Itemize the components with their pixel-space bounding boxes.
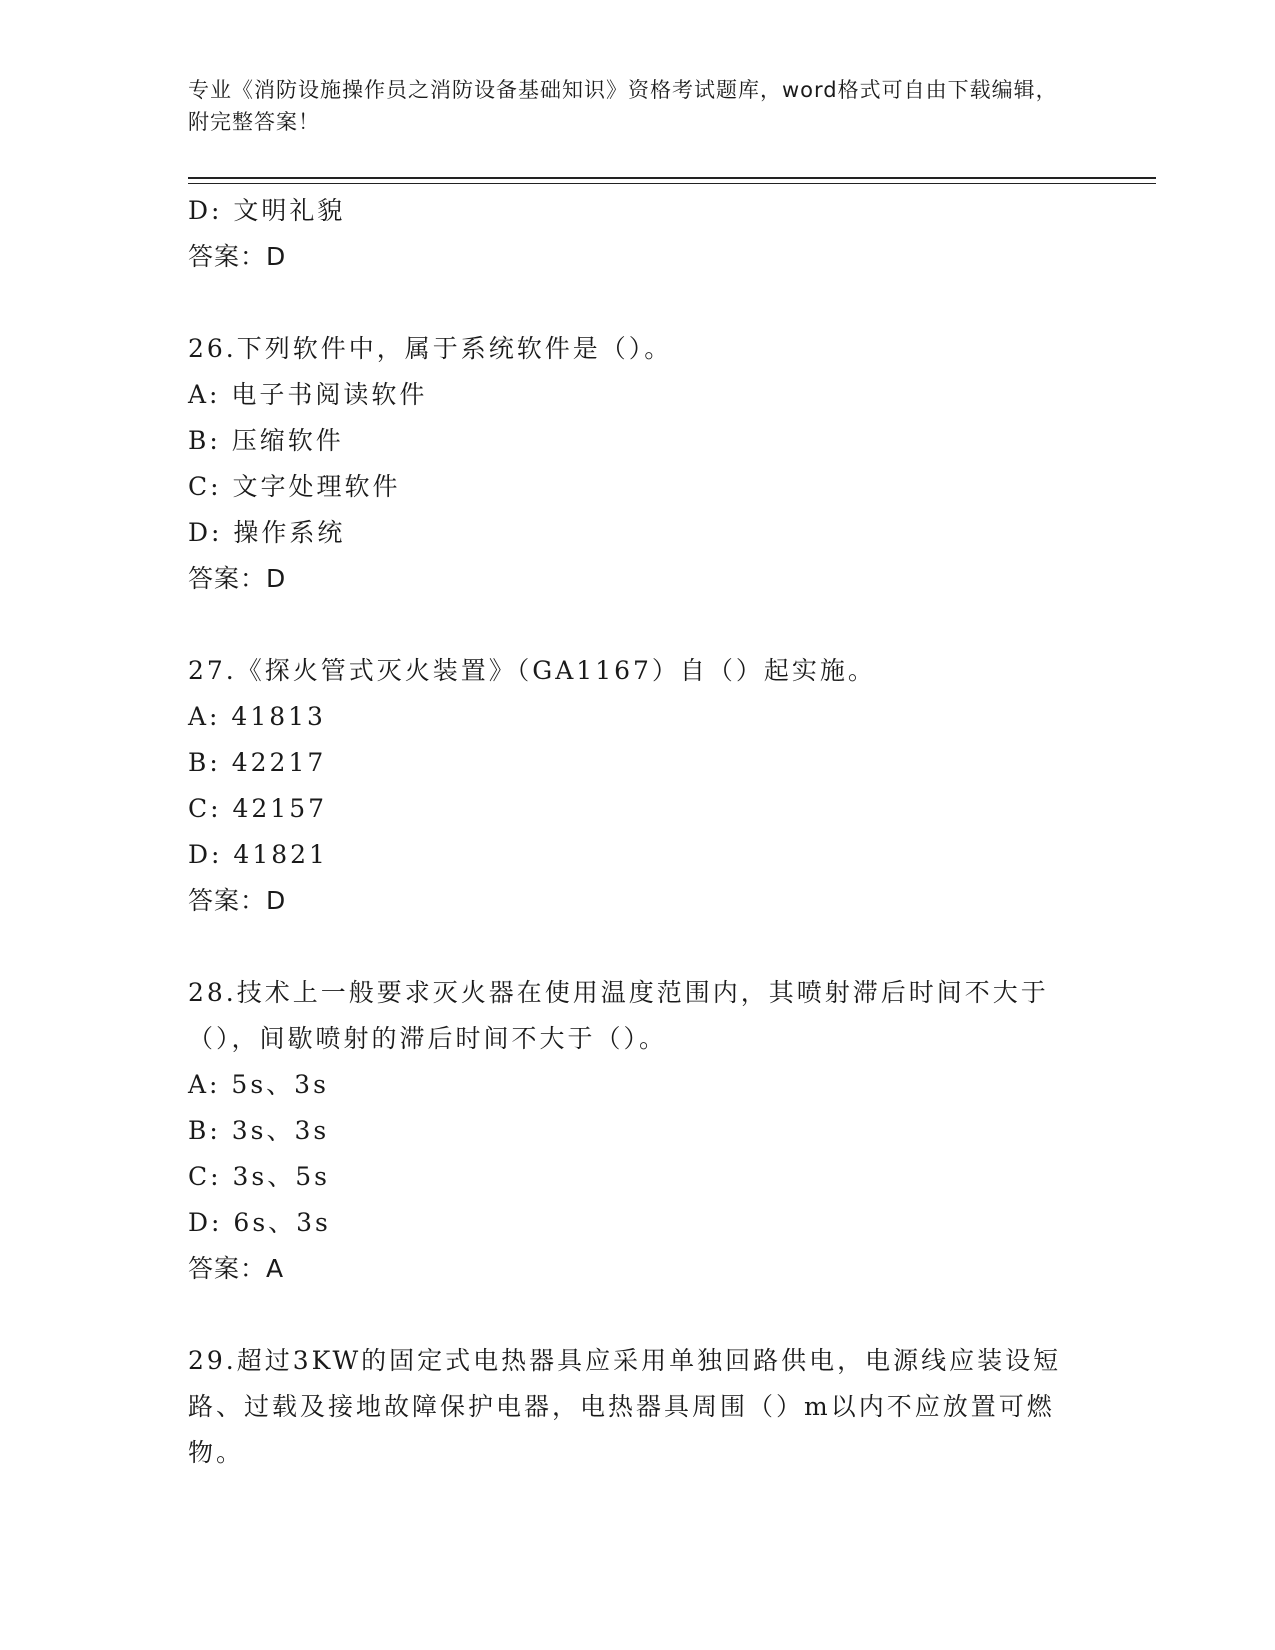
question-stem: 27.《探火管式灭火装置》（GA1167）自（）起实施。 [188, 656, 876, 685]
question-stem: 29.超过3KW的固定式电热器具应采用单独回路供电，电源线应装设短路、过载及接地故障保护电器，电热器具周围（）m以内不应放置可燃物。 [188, 1346, 1062, 1467]
option-b: B: 3s、3s [188, 1116, 330, 1145]
option-a: A: 5s、3s [188, 1070, 329, 1099]
answer-line: 答案：D [188, 564, 287, 593]
question-list [188, 188, 1088, 1476]
question-stem: 28.技术上一般要求灭火器在使用温度范围内，其喷射滞后时间不大于（），间歇喷射的滞后时间不大于（）。 [188, 978, 1049, 1053]
option-b: B: 压缩软件 [188, 426, 344, 455]
spacer [188, 1292, 1088, 1338]
option-b: B: 42217 [188, 748, 327, 777]
option-c: C: 文字处理软件 [188, 472, 401, 501]
prev-answer: 答案：D [188, 242, 287, 271]
header-divider-thin [188, 183, 1156, 184]
spacer [188, 602, 1088, 648]
document-header [188, 74, 1068, 138]
prev-option-d: D: 文明礼貌 [188, 196, 346, 225]
answer-line: 答案：A [188, 1254, 285, 1283]
answer-line: 答案：D [188, 886, 287, 915]
option-c: C: 42157 [188, 794, 328, 823]
header-title: 专业《消防设施操作员之消防设备基础知识》资格考试题库，word格式可自由下载编辑，附完整答案！ [188, 78, 1058, 134]
option-d: D: 41821 [188, 840, 328, 869]
spacer [188, 280, 1088, 326]
option-c: C: 3s、5s [188, 1162, 330, 1191]
option-a: A: 电子书阅读软件 [188, 380, 428, 409]
spacer [188, 924, 1088, 970]
question-stem: 26.下列软件中，属于系统软件是（）。 [188, 334, 673, 363]
option-d: D: 6s、3s [188, 1208, 331, 1237]
option-a: A: 41813 [188, 702, 326, 731]
header-divider [188, 177, 1156, 179]
option-d: D: 操作系统 [188, 518, 346, 547]
